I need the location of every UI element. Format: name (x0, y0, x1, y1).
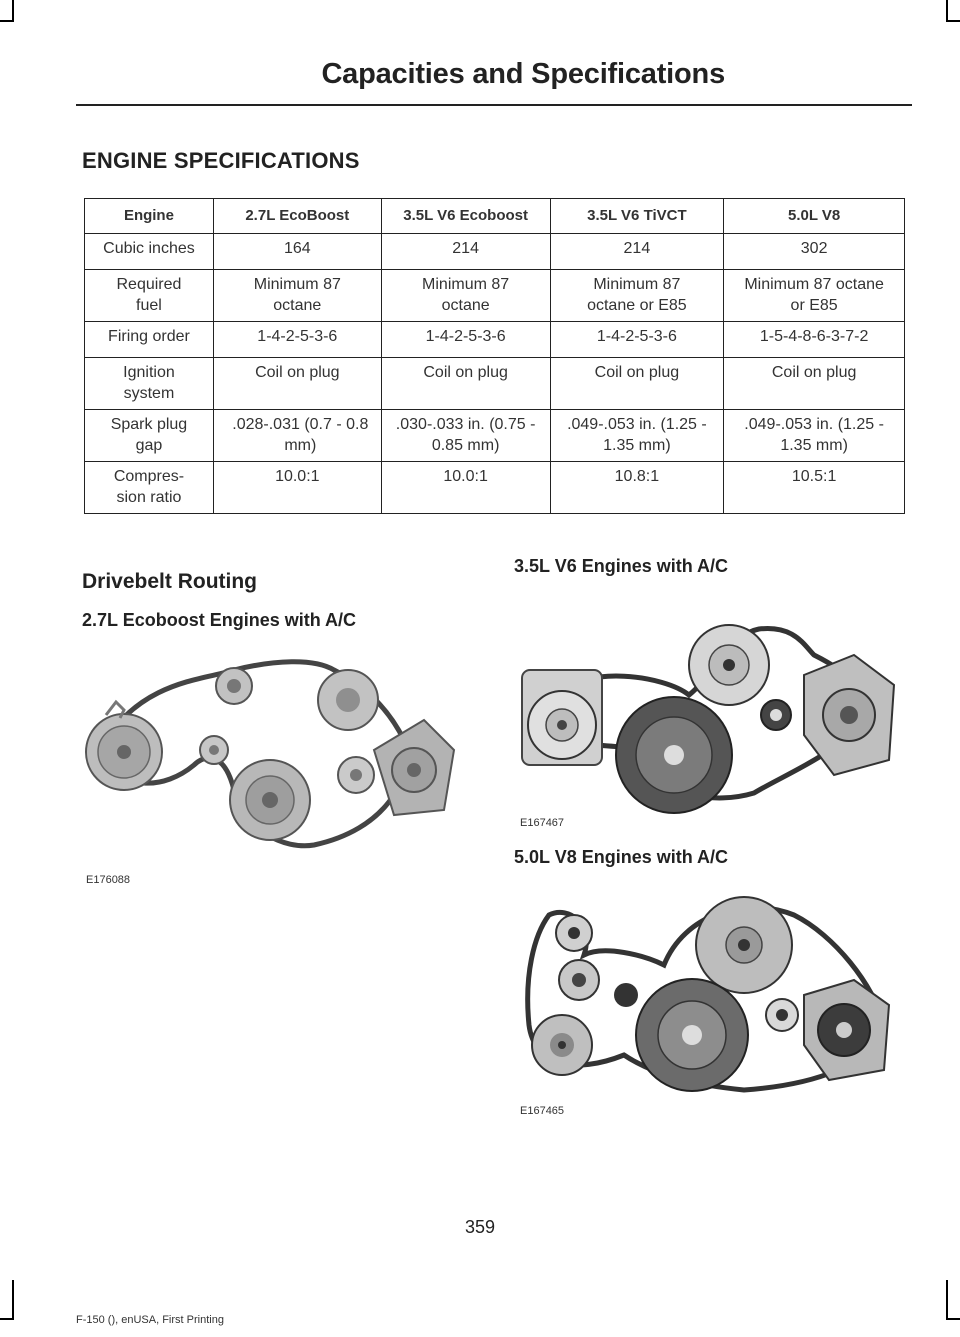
table-cell: Coil on plug (724, 358, 905, 410)
table-cell: .028-.031 (0.7 - 0.8 mm) (213, 410, 381, 462)
table-cell: 1-5-4-8-6-3-7-2 (724, 322, 905, 358)
figure-code: E176088 (86, 874, 131, 886)
table-cell: 10.8:1 (550, 462, 724, 514)
page-number: 359 (464, 1217, 496, 1237)
crop-mark (12, 0, 14, 22)
section-title: ENGINE SPECIFICATIONS (82, 148, 360, 173)
table-cell: Coil on plug (213, 358, 381, 410)
table-cell: 10.0:1 (213, 462, 381, 514)
crop-mark (0, 1318, 14, 1320)
column-header: 2.7L EcoBoost (213, 199, 381, 234)
table-cell: 1-4-2-5-3-6 (550, 322, 724, 358)
table-cell: 302 (724, 234, 905, 270)
drivebelt-diagram-3-5l-v6 (514, 615, 899, 815)
page-header-title: Capacities and Specifications (321, 58, 725, 90)
crop-mark (946, 1280, 948, 1320)
table-header-row (85, 199, 905, 234)
row-label: Required fuel (85, 270, 214, 322)
figure-title: 2.7L Ecoboost Engines with A/C (82, 610, 357, 630)
table-cell: Minimum 87 octane (381, 270, 550, 322)
table-cell: Minimum 87 octane or E85 (550, 270, 724, 322)
column-header: Engine (85, 199, 214, 234)
table-cell: .030-.033 in. (0.75 - 0.85 mm) (381, 410, 550, 462)
row-label: Firing order (85, 322, 214, 358)
figure-title: 3.5L V6 Engines with A/C (514, 556, 729, 576)
table-cell: 214 (381, 234, 550, 270)
row-label: Ignition system (85, 358, 214, 410)
table-cell: 10.0:1 (381, 462, 550, 514)
column-header: 5.0L V8 (724, 199, 905, 234)
table-row (85, 270, 905, 322)
drivebelt-routing-heading: Drivebelt Routing (82, 570, 258, 593)
crop-mark (946, 0, 948, 22)
crop-mark (946, 1318, 960, 1320)
table-row (85, 322, 905, 358)
table-row (85, 234, 905, 270)
figure-code: E167467 (520, 817, 565, 829)
table-row (85, 462, 905, 514)
figure-code: E167465 (520, 1105, 565, 1117)
table-cell: 10.5:1 (724, 462, 905, 514)
table-cell: 164 (213, 234, 381, 270)
table-cell: Minimum 87 octane or E85 (724, 270, 905, 322)
crop-mark (12, 1280, 14, 1320)
table-cell: 1-4-2-5-3-6 (381, 322, 550, 358)
engine-specifications-table (84, 198, 905, 514)
table-cell: Coil on plug (381, 358, 550, 410)
crop-mark (0, 20, 14, 22)
table-cell: Coil on plug (550, 358, 724, 410)
column-header: 3.5L V6 TiVCT (550, 199, 724, 234)
table-cell: 214 (550, 234, 724, 270)
column-header: 3.5L V6 Ecoboost (381, 199, 550, 234)
table-cell: 1-4-2-5-3-6 (213, 322, 381, 358)
drivebelt-diagram-2-7l (84, 640, 464, 870)
table-cell: .049-.053 in. (1.25 - 1.35 mm) (724, 410, 905, 462)
table-cell: Minimum 87 octane (213, 270, 381, 322)
row-label: Compres- sion ratio (85, 462, 214, 514)
row-label: Spark plug gap (85, 410, 214, 462)
header-rule (76, 104, 912, 106)
row-label: Cubic inches (85, 234, 214, 270)
table-row (85, 410, 905, 462)
footer-text: F-150 (), enUSA, First Printing (76, 1314, 224, 1326)
figure-title: 5.0L V8 Engines with A/C (514, 847, 729, 867)
crop-mark (946, 20, 960, 22)
table-row (85, 358, 905, 410)
drivebelt-diagram-5-0l-v8 (514, 885, 899, 1100)
table-cell: .049-.053 in. (1.25 - 1.35 mm) (550, 410, 724, 462)
